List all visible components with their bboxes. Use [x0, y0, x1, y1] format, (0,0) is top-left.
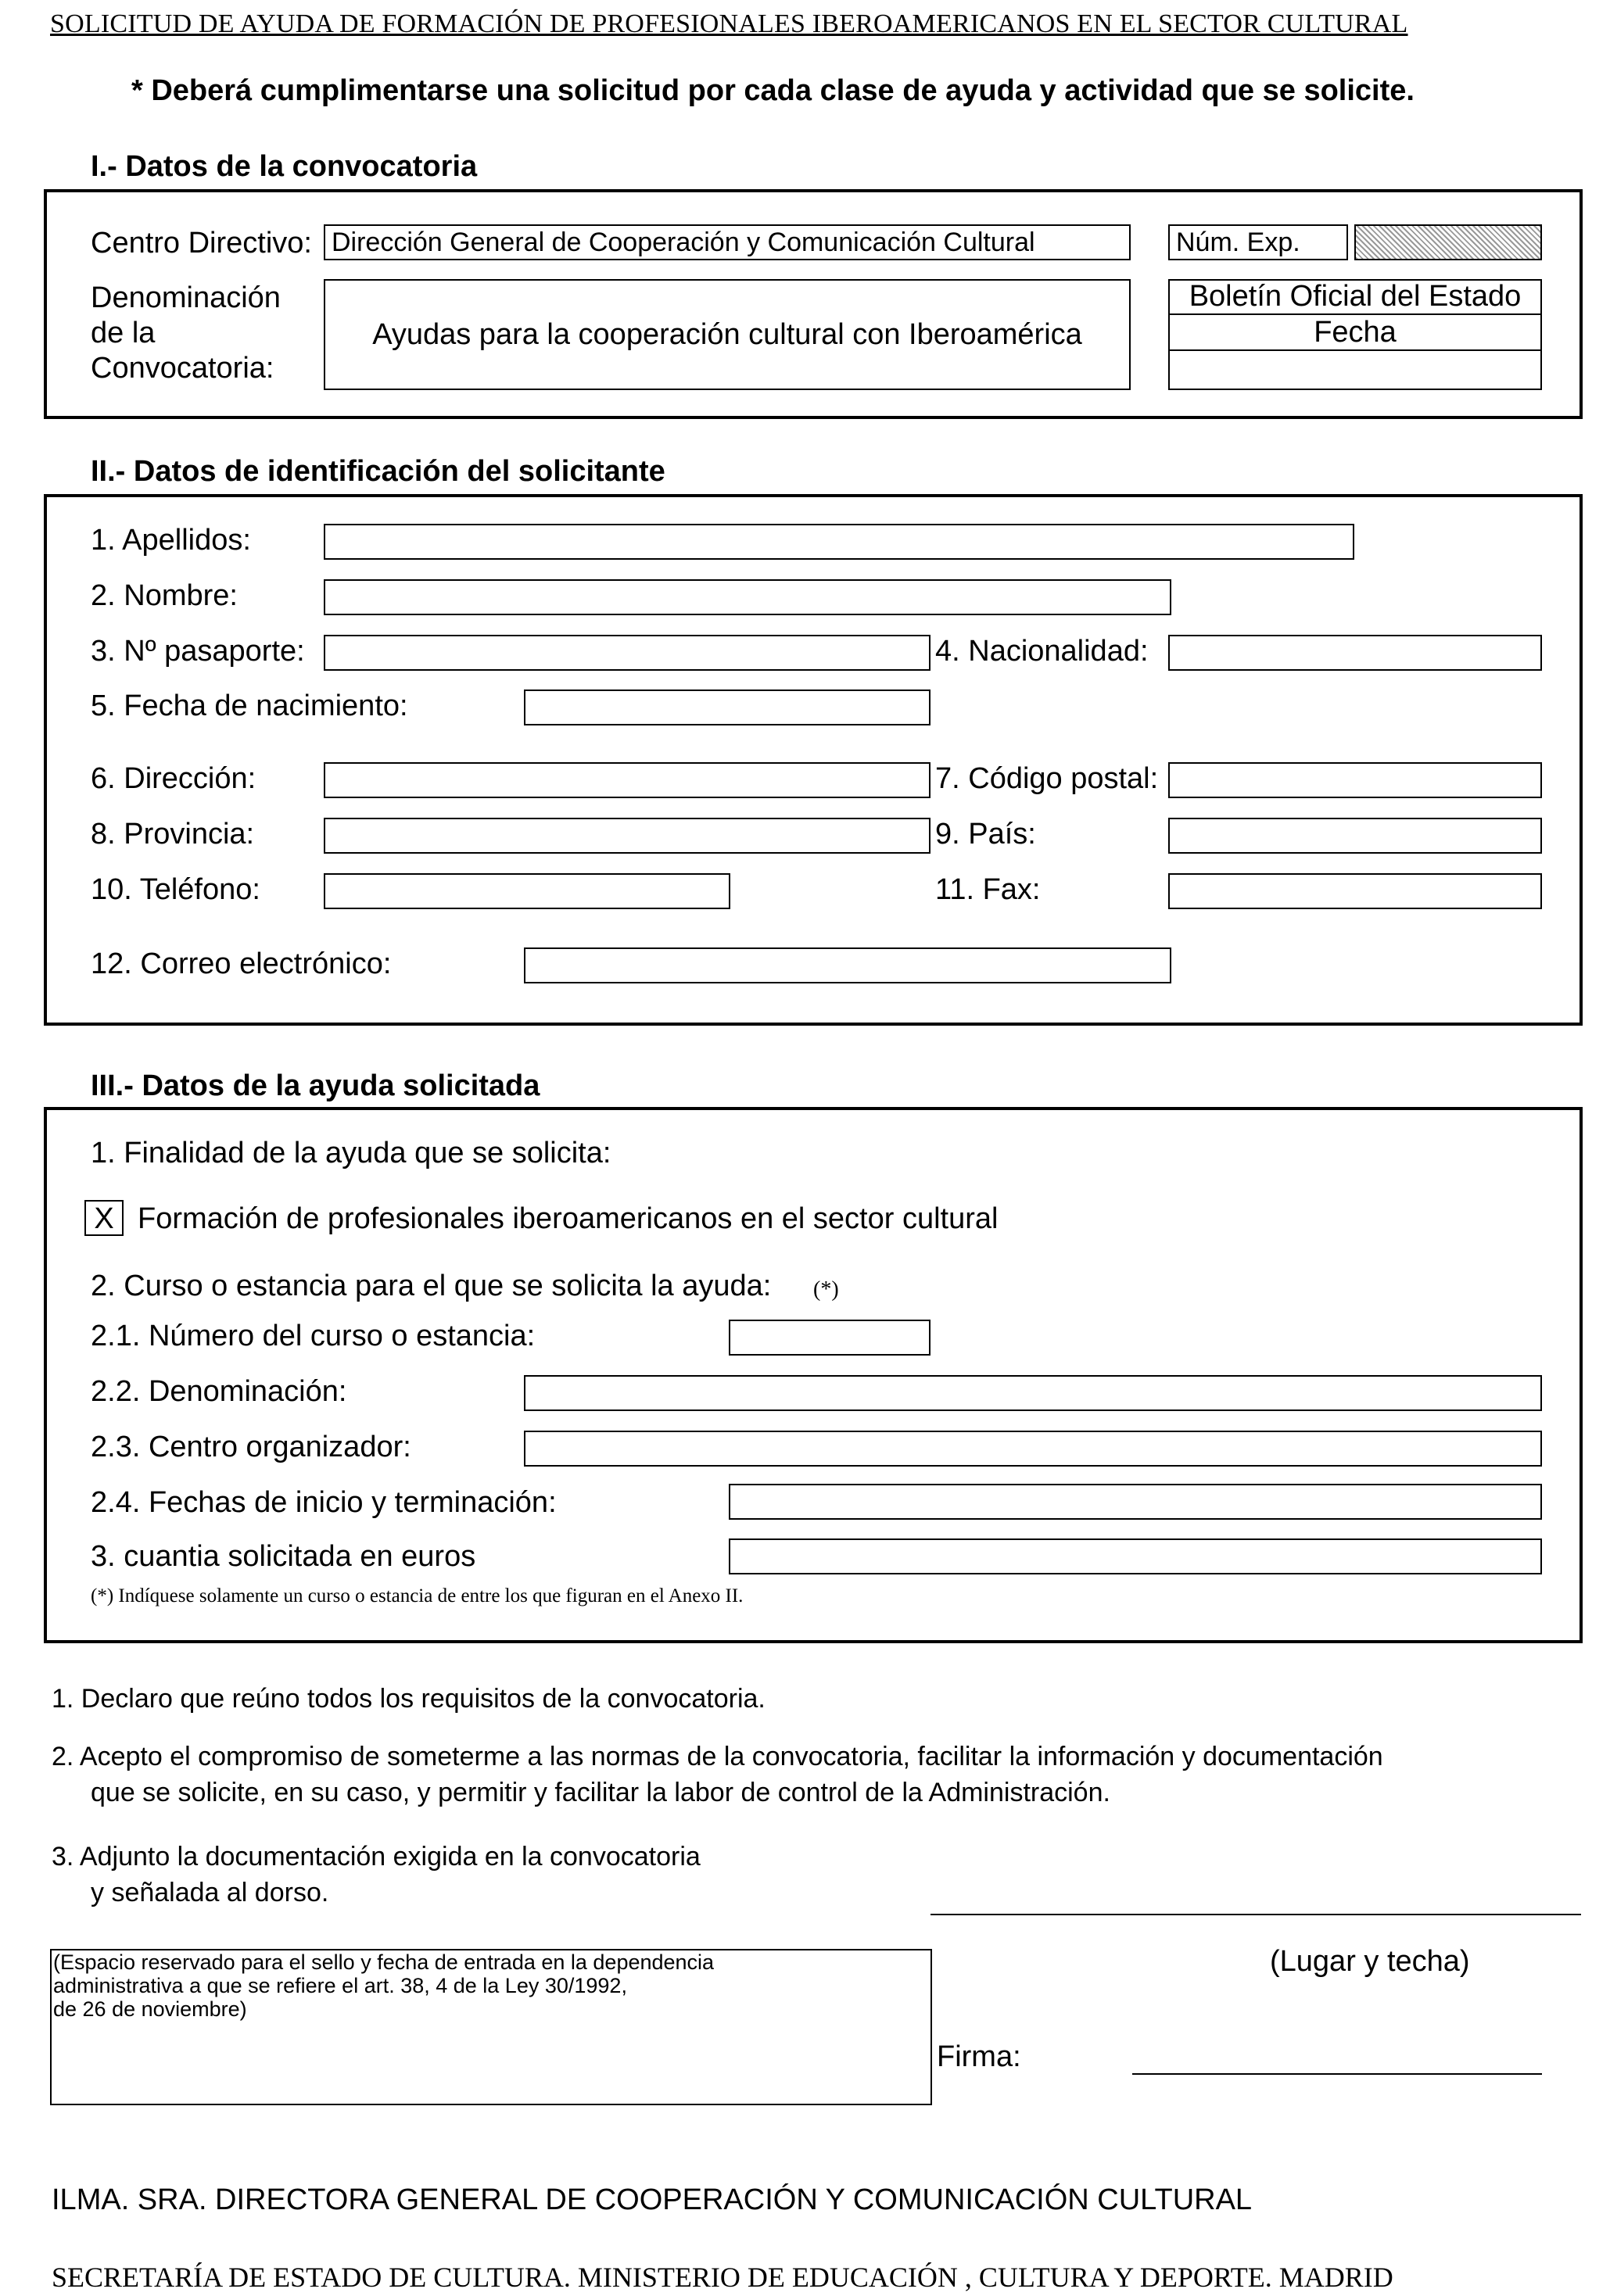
fecha-nacimiento-label: 5. Fecha de nacimiento:: [91, 690, 408, 722]
declaration-2-line1: 2. Acepto el compromiso de someterme a las normas de la convocatoria, facilitar la información y documentación: [52, 1742, 1383, 1771]
pais-field[interactable]: [1168, 818, 1542, 854]
sello-text: [53, 1950, 929, 2021]
curso-label: 2. Curso o estancia para el que se solicita la ayuda:: [91, 1270, 772, 1302]
footer-ministry: SECRETARÍA DE ESTADO DE CULTURA. MINISTERIO DE EDUCACIÓN , CULTURA Y DEPORTE. MADRID: [52, 2262, 1393, 2293]
apellidos-field[interactable]: [324, 524, 1354, 560]
declaration-2-line2: que se solicite, en su caso, y permitir y facilitar la labor de control de la Administración.: [91, 1778, 1110, 1807]
provincia-label: 8. Provincia:: [91, 818, 255, 851]
denominacion-label-line3: Convocatoria:: [91, 352, 274, 385]
centro-directivo-label: Centro Directivo:: [91, 227, 312, 260]
denominacion-field[interactable]: Ayudas para la cooperación cultural con Iberoamérica: [324, 279, 1131, 390]
fax-label: 11. Fax:: [935, 873, 1041, 906]
num-exp-field[interactable]: [1354, 224, 1542, 260]
denominacion-curso-label: 2.2. Denominación:: [91, 1375, 347, 1408]
nombre-field[interactable]: [324, 579, 1171, 615]
section2-frame: [44, 494, 1583, 1026]
declaration-3-line1: 3. Adjunto la documentación exigida en la convocatoria: [52, 1842, 701, 1872]
fechas-label: 2.4. Fechas de inicio y terminación:: [91, 1486, 557, 1519]
nacionalidad-label: 4. Nacionalidad:: [935, 635, 1149, 668]
num-exp-label: Núm. Exp.: [1168, 224, 1348, 260]
denominacion-curso-field[interactable]: [524, 1375, 1542, 1411]
pasaporte-field[interactable]: [324, 635, 931, 671]
curso-footnote-mark: (*): [813, 1277, 839, 1302]
firma-label: Firma:: [937, 2040, 1021, 2073]
telefono-field[interactable]: [324, 873, 730, 909]
correo-field[interactable]: [524, 947, 1171, 983]
pasaporte-label: 3. Nº pasaporte:: [91, 635, 305, 668]
instruction-note: * Deberá cumplimentarse una solicitud por cada clase de ayuda y actividad que se solicite.: [131, 74, 1415, 107]
formacion-checkbox[interactable]: X: [84, 1200, 124, 1236]
codigo-postal-label: 7. Código postal:: [935, 762, 1159, 795]
nombre-label: 2. Nombre:: [91, 579, 238, 612]
declaration-3-line2: y señalada al dorso.: [91, 1878, 329, 1907]
section2-heading: II.- Datos de identificación del solicitante: [91, 455, 665, 488]
finalidad-label: 1. Finalidad de la ayuda que se solicita:: [91, 1137, 611, 1169]
sello-line3: de 26 de noviembre): [53, 1997, 247, 2021]
addressee: ILMA. SRA. DIRECTORA GENERAL DE COOPERACIÓN Y COMUNICACIÓN CULTURAL: [52, 2183, 1253, 2216]
direccion-field[interactable]: [324, 762, 931, 798]
pais-label: 9. País:: [935, 818, 1036, 851]
centro-organizador-label: 2.3. Centro organizador:: [91, 1431, 411, 1463]
cuantia-field[interactable]: [729, 1538, 1542, 1574]
declaration-1: 1. Declaro que reúno todos los requisitos de la convocatoria.: [52, 1684, 766, 1714]
fax-field[interactable]: [1168, 873, 1542, 909]
sello-line1: (Espacio reservado para el sello y fecha de entrada en la dependencia: [53, 1950, 715, 1974]
denominacion-label-line2: de la: [91, 317, 156, 349]
apellidos-label: 1. Apellidos:: [91, 524, 251, 557]
firma-line[interactable]: [1132, 2073, 1542, 2075]
direccion-label: 6. Dirección:: [91, 762, 256, 795]
section1-heading: I.- Datos de la convocatoria: [91, 150, 478, 183]
section3-heading: III.- Datos de la ayuda solicitada: [91, 1069, 540, 1102]
boe-fecha-field[interactable]: [1170, 353, 1540, 389]
sello-line2: administrativa a que se refiere el art. 38, 4 de la Ley 30/1992,: [53, 1974, 627, 1997]
telefono-label: 10. Teléfono:: [91, 873, 260, 906]
numero-curso-label: 2.1. Número del curso o estancia:: [91, 1320, 536, 1352]
section3-footnote: (*) Indíquese solamente un curso o estancia de entre los que figuran en el Anexo II.: [91, 1585, 744, 1606]
lugar-fecha-line: [931, 1914, 1581, 1915]
correo-label: 12. Correo electrónico:: [91, 947, 392, 980]
centro-directivo-field[interactable]: Dirección General de Cooperación y Comunicación Cultural: [324, 224, 1131, 260]
nacionalidad-field[interactable]: [1168, 635, 1542, 671]
codigo-postal-field[interactable]: [1168, 762, 1542, 798]
boe-fecha-label: Fecha: [1168, 315, 1542, 351]
numero-curso-field[interactable]: [729, 1320, 931, 1356]
boe-label: Boletín Oficial del Estado: [1168, 279, 1542, 315]
provincia-field[interactable]: [324, 818, 931, 854]
cuantia-label: 3. cuantia solicitada en euros: [91, 1540, 476, 1573]
formacion-checkbox-label: Formación de profesionales iberoamericanos en el sector cultural: [138, 1202, 999, 1235]
centro-organizador-field[interactable]: [524, 1431, 1542, 1467]
form-title: SOLICITUD DE AYUDA DE FORMACIÓN DE PROFESIONALES IBEROAMERICANOS EN EL SECTOR CULTURAL: [50, 9, 1408, 38]
denominacion-label-line1: Denominación: [91, 281, 281, 314]
lugar-fecha-label: (Lugar y techa): [1270, 1945, 1470, 1978]
fecha-nacimiento-field[interactable]: [524, 690, 931, 725]
fechas-field[interactable]: [729, 1484, 1542, 1520]
